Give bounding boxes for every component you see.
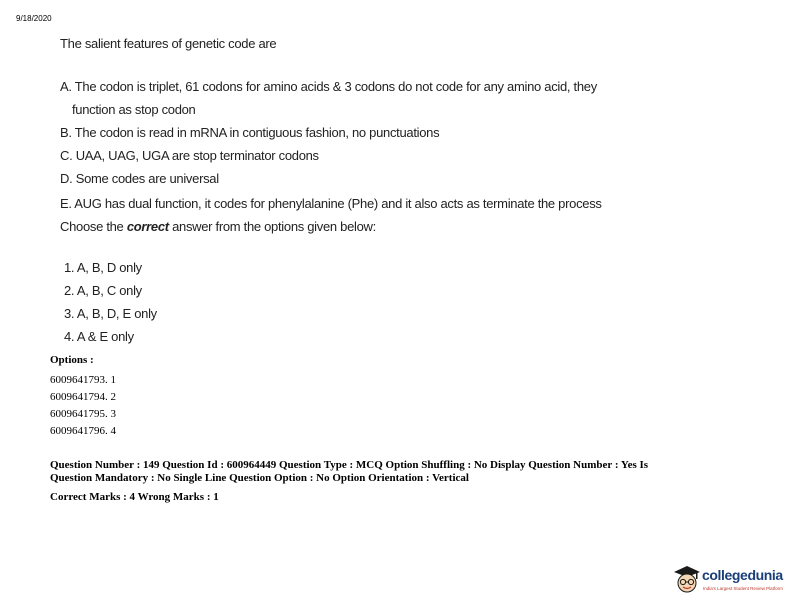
answer-option-3: 3. A, B, D, E only [64, 306, 157, 321]
statement-d: D. Some codes are universal [60, 171, 219, 186]
choose-bold-word: correct [126, 219, 169, 234]
question-intro: The salient features of genetic code are [60, 36, 277, 51]
meta-line-1: Question Number : 149 Question Id : 600964449 Question Type : MCQ Option Shuffling : No Display Question Number : Yes Is [50, 459, 649, 471]
page-date: 9/18/2020 [16, 14, 52, 23]
option-id-3: 6009641795. 3 [50, 408, 116, 420]
answer-option-2: 2. A, B, C only [64, 283, 142, 298]
option-id-4: 6009641796. 4 [50, 425, 116, 437]
answer-option-4: 4. A & E only [64, 329, 134, 344]
option-id-2: 6009641794. 2 [50, 391, 116, 403]
options-title: Options : [50, 354, 94, 366]
graduate-mascot-icon [672, 564, 702, 596]
statement-a-continued: function as stop codon [72, 102, 196, 117]
options-list [50, 354, 116, 440]
question-meta [50, 459, 750, 485]
logo-name: collegedunia [702, 567, 783, 583]
collegedunia-logo [672, 564, 784, 598]
marks-info: Correct Marks : 4 Wrong Marks : 1 [50, 491, 219, 503]
statement-c: C. UAA, UAG, UGA are stop terminator codons [60, 148, 319, 163]
statement-a: A. The codon is triplet, 61 codons for amino acids & 3 codons do not code for any amino acid, they [60, 79, 597, 94]
statement-b: B. The codon is read in mRNA in contiguous fashion, no punctuations [60, 125, 440, 140]
option-id-1: 6009641793. 1 [50, 374, 116, 386]
logo-tagline: India's Largest Student Review Platform [703, 586, 783, 591]
choose-suffix: answer from the options given below: [168, 219, 376, 234]
choose-prefix: Choose the [60, 219, 127, 234]
statement-e: E. AUG has dual function, it codes for phenylalanine (Phe) and it also acts as terminate the process [60, 196, 602, 211]
answer-option-1: 1. A, B, D only [64, 260, 142, 275]
meta-line-2: Question Mandatory : No Single Line Question Option : No Option Orientation : Vertical [50, 472, 469, 484]
choose-instruction [60, 219, 376, 234]
